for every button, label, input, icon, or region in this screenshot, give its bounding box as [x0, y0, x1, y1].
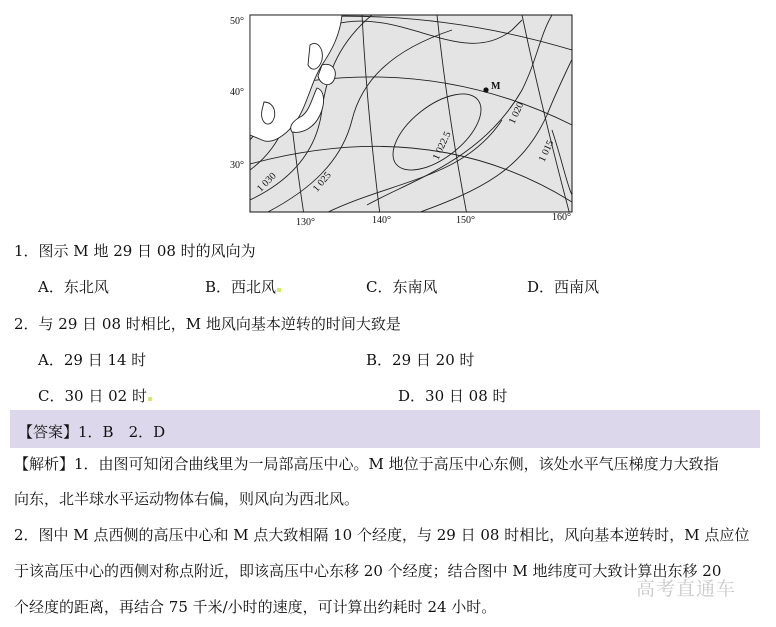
- question-1-stem: 1．图示 M 地 29 日 08 时的风向为: [14, 242, 256, 260]
- lon-label-140: 140°: [372, 215, 391, 226]
- weather-map: [222, 10, 582, 232]
- lat-label-40: 40°: [230, 87, 244, 98]
- isobar-map-svg: [222, 10, 582, 232]
- point-m-label: M: [491, 81, 501, 92]
- explanation-line-3: 2．图中 M 点西侧的高压中心和 M 点大致相隔 10 个经度，与 29 日 08 时相比，风向基本逆转时，M 点应位: [14, 526, 750, 544]
- point-m: [483, 87, 488, 92]
- sakhalin: [308, 43, 322, 69]
- lon-label-130: 130°: [296, 217, 315, 228]
- question-1-option-c: C．东南风: [366, 278, 438, 296]
- question-1-option-b-wrap: [205, 276, 281, 297]
- lat-label-30: 30°: [230, 160, 244, 171]
- question-2-option-c-wrap: [38, 385, 152, 406]
- question-1-option-d: D．西南风: [527, 278, 600, 296]
- highlight-mark: [277, 288, 281, 292]
- question-2-option-b: B．29 日 20 时: [366, 351, 475, 369]
- explanation-line-4: 于该高压中心的西侧对称点附近，即该高压中心东移 20 个经度；结合图中 M 地纬度可大致计算出东移 20: [14, 562, 722, 580]
- lon-label-150: 150°: [456, 215, 475, 226]
- question-1-option-a: A．东北风: [38, 278, 109, 296]
- question-2-option-d: D．30 日 08 时: [398, 387, 508, 405]
- isobar-label-1015: 1 015: [536, 138, 557, 164]
- isobar-label-1025: 1 025: [310, 169, 334, 195]
- isobar-label-1022-5: 1 022.5: [430, 129, 454, 162]
- question-2-option-a: A．29 日 14 时: [38, 351, 147, 369]
- explanation-line-1: 【解析】1．由图可知闭合曲线里为一局部高压中心。M 地位于高压中心东侧，该处水平气压梯度力大致指: [14, 455, 719, 473]
- question-1-option-b: B．西北风: [205, 278, 277, 296]
- lon-label-160: 160°: [552, 212, 571, 223]
- explanation-line-2: 向东，北半球水平运动物体右偏，则风向为西北风。: [14, 490, 360, 508]
- highlight-mark: [148, 397, 152, 401]
- answer-line: 【答案】1．B 2．D: [18, 423, 166, 441]
- watermark: 高考直通车: [636, 578, 737, 600]
- isobar-label-1020: 1 020: [506, 100, 527, 126]
- lat-label-50: 50°: [230, 16, 244, 27]
- isobar-label-1030: 1 030: [254, 170, 279, 195]
- question-2-option-c: C．30 日 02 时: [38, 387, 147, 405]
- explanation-line-5: 个经度的距离，再结合 75 千米/小时的速度，可计算出约耗时 24 小时。: [14, 598, 497, 616]
- question-2-stem: 2．与 29 日 08 时相比，M 地风向基本逆转的时间大致是: [14, 315, 401, 333]
